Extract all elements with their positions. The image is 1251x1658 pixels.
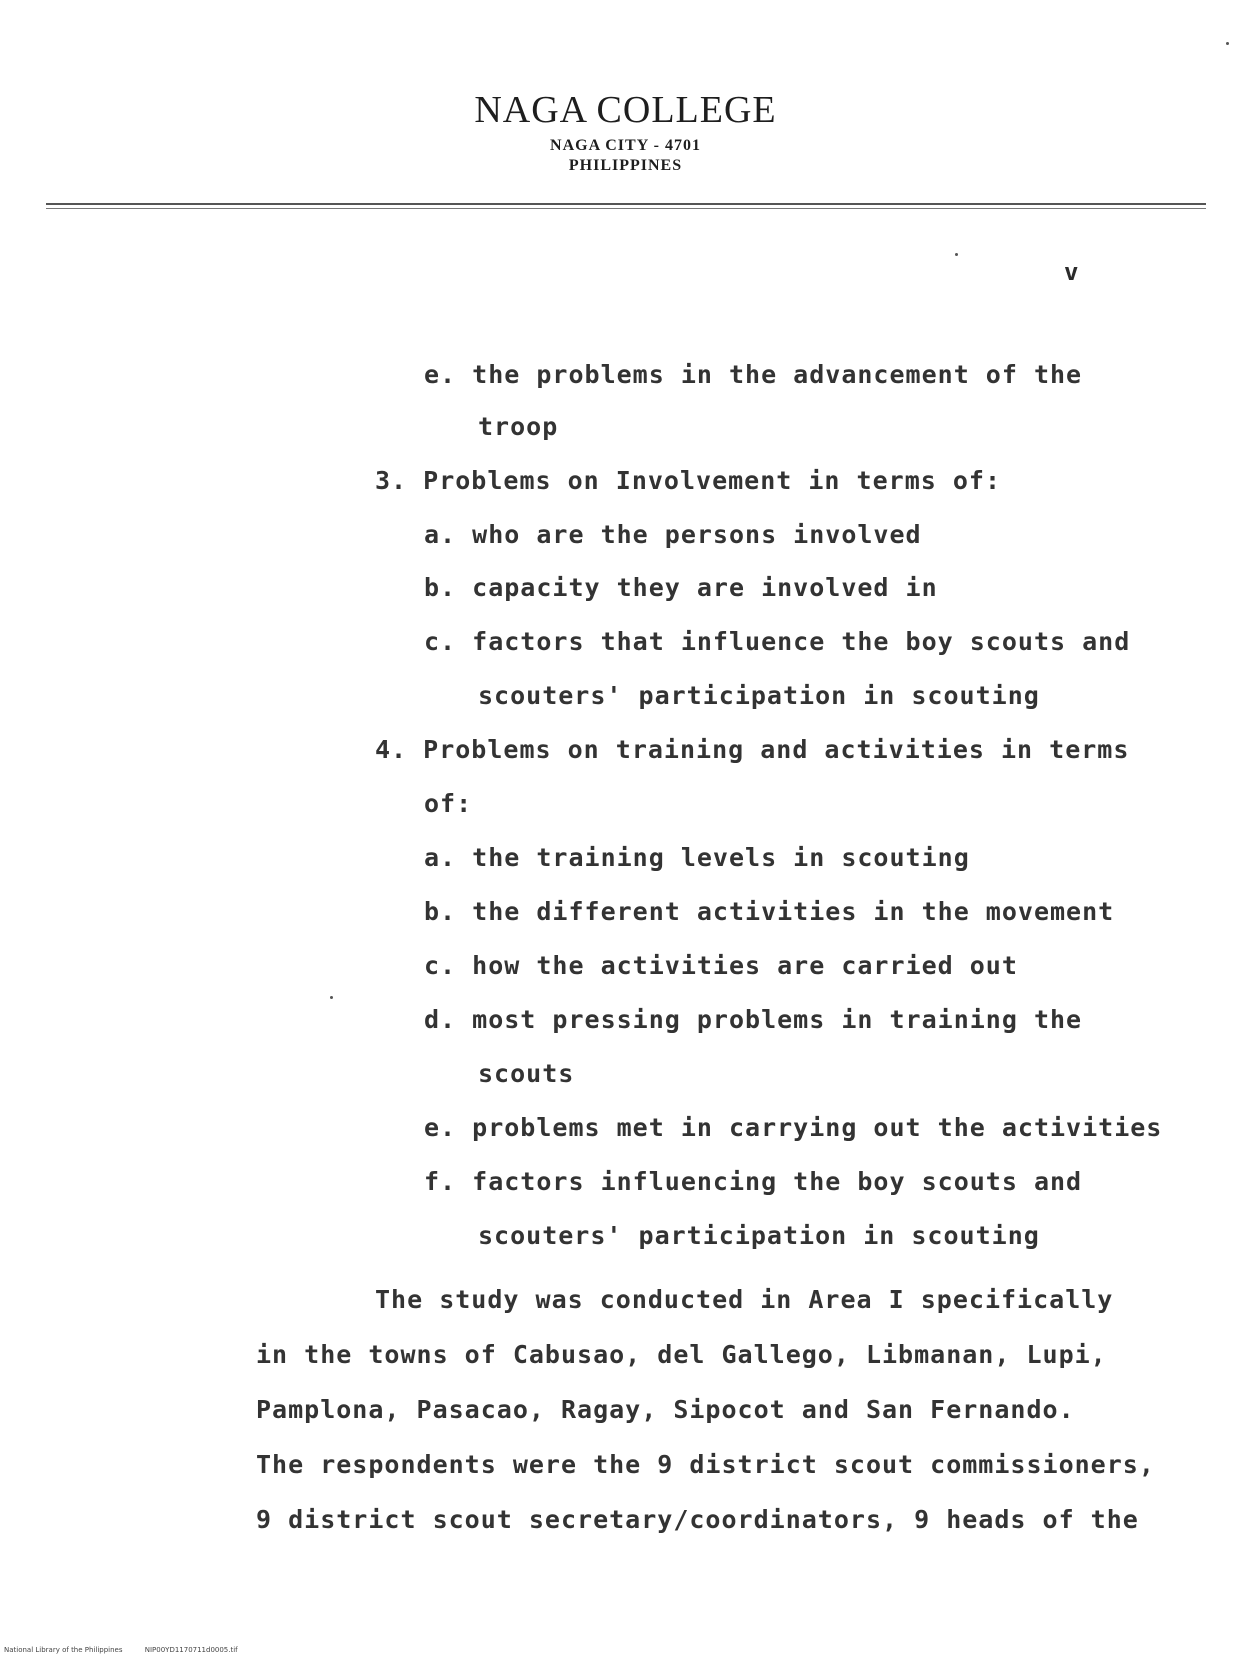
text-line: 9 district scout secretary/coordinators, 9 heads of the bbox=[256, 1505, 1139, 1534]
text-line: c. how the activities are carried out bbox=[424, 951, 1018, 980]
college-country: PHILIPPINES bbox=[568, 157, 683, 174]
text-line: scouts bbox=[478, 1059, 575, 1088]
text-line: a. the training levels in scouting bbox=[424, 843, 970, 872]
text-line: d. most pressing problems in training the bbox=[424, 1005, 1083, 1034]
text-line: troop bbox=[478, 412, 559, 441]
scan-speck bbox=[955, 253, 958, 256]
scan-speck bbox=[1226, 42, 1229, 45]
text-line: of: bbox=[424, 789, 473, 818]
page-number: v bbox=[1064, 258, 1079, 286]
letterhead-rule bbox=[46, 203, 1206, 205]
text-line: The study was conducted in Area I specifically bbox=[375, 1285, 1114, 1314]
text-line: e. the problems in the advancement of the bbox=[424, 360, 1083, 389]
library-credit: National Library of the Philippines bbox=[4, 1646, 123, 1654]
text-line: f. factors influencing the boy scouts and bbox=[424, 1167, 1083, 1196]
text-line: a. who are the persons involved bbox=[424, 520, 922, 549]
scan-footer bbox=[4, 1646, 258, 1654]
text-line: Pamplona, Pasacao, Ragay, Sipocot and San Fernando. bbox=[256, 1395, 1075, 1424]
text-line: in the towns of Cabusao, del Gallego, Libmanan, Lupi, bbox=[256, 1340, 1107, 1369]
college-name: NAGA COLLEGE bbox=[474, 89, 777, 131]
letterhead bbox=[0, 88, 1251, 176]
text-line: 3. Problems on Involvement in terms of: bbox=[375, 466, 1001, 495]
text-line: scouters' participation in scouting bbox=[478, 1221, 1040, 1250]
file-name: NIP00YD1170711d0005.tif bbox=[144, 1646, 238, 1654]
scan-speck bbox=[330, 996, 333, 999]
text-line: e. problems met in carrying out the activities bbox=[424, 1113, 1163, 1142]
text-line: c. factors that influence the boy scouts and bbox=[424, 627, 1131, 656]
text-line: b. capacity they are involved in bbox=[424, 573, 938, 602]
college-city: NAGA CITY - 4701 bbox=[550, 137, 701, 154]
letterhead-rule-thin bbox=[46, 208, 1206, 209]
text-line: 4. Problems on training and activities in terms bbox=[375, 735, 1130, 764]
text-line: scouters' participation in scouting bbox=[478, 681, 1040, 710]
text-line: The respondents were the 9 district scout commissioners, bbox=[256, 1450, 1155, 1479]
text-line: b. the different activities in the movement bbox=[424, 897, 1115, 926]
